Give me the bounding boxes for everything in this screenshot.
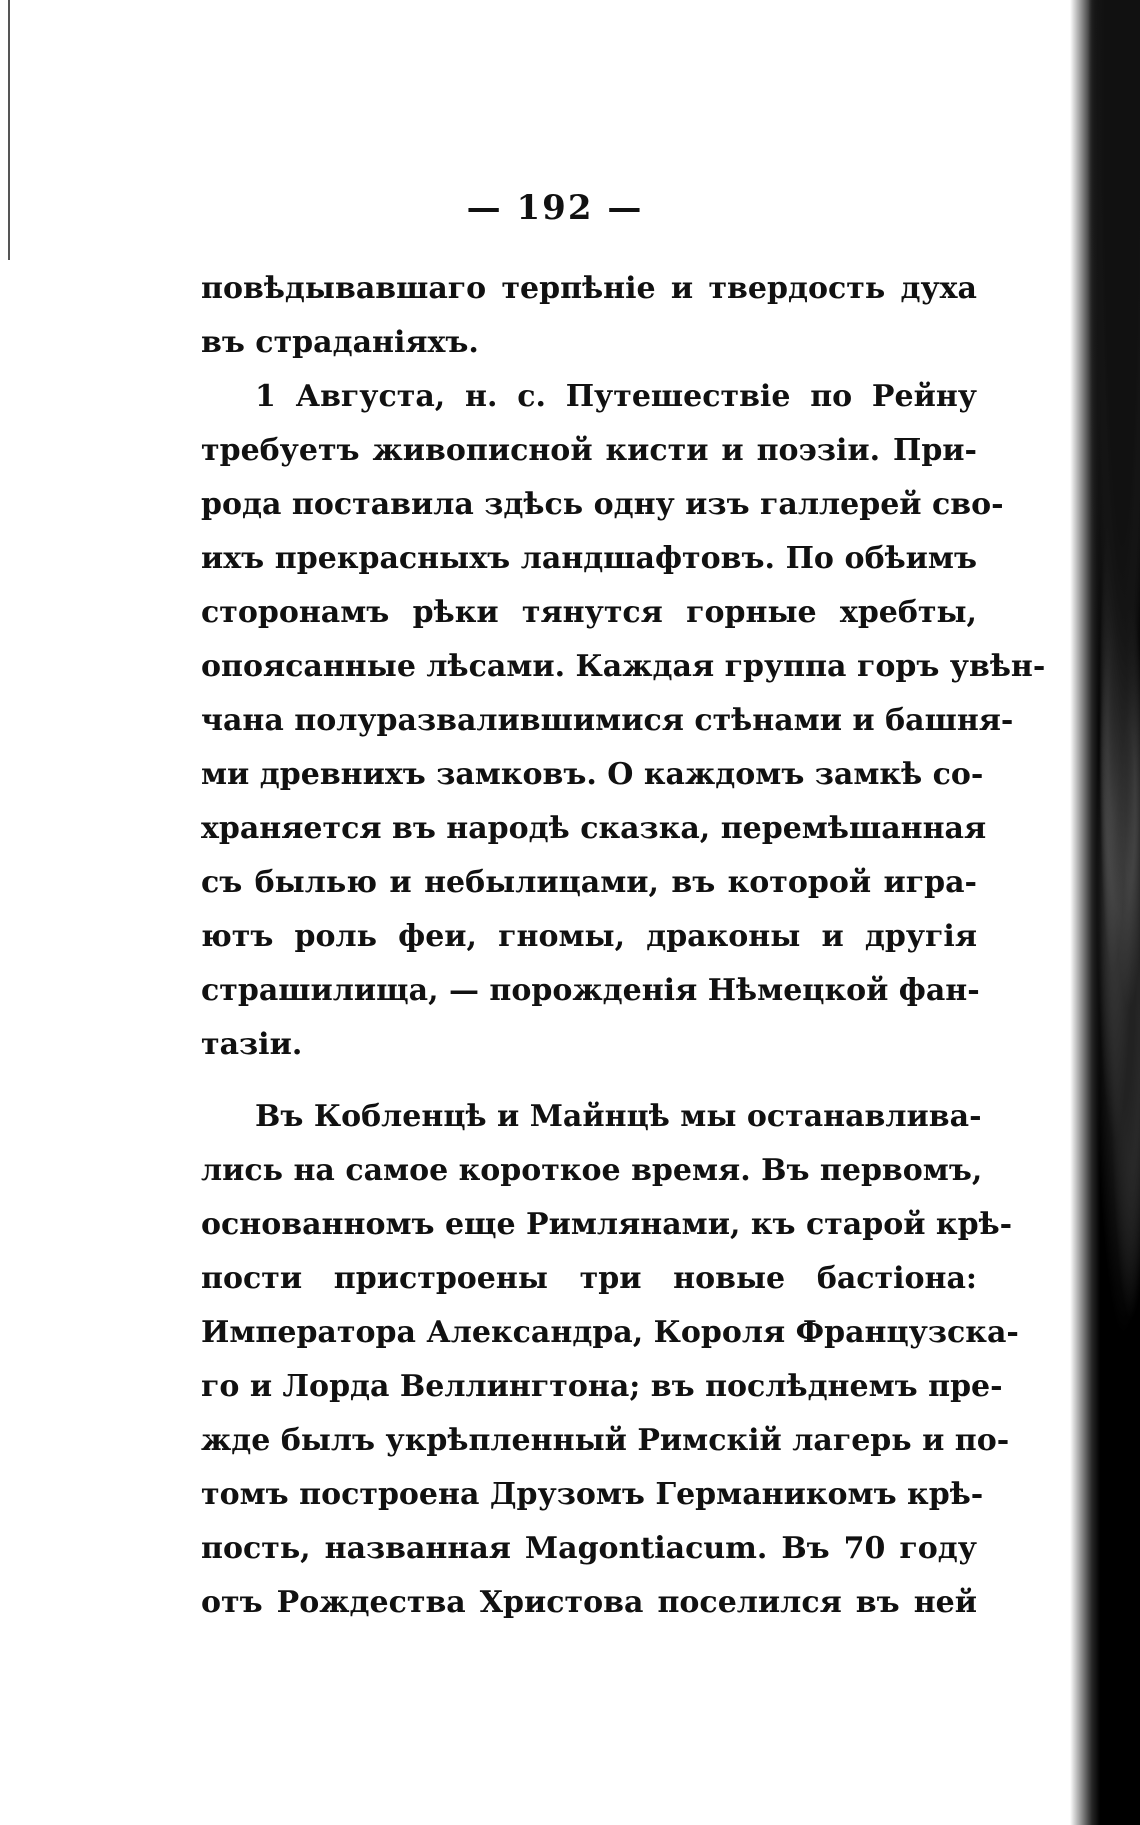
text-line: въ страданіяхъ. <box>201 325 479 360</box>
text-line: сторонамъ рѣки тянутся горные хребты, <box>201 595 977 630</box>
text-line: повѣдывавшаго терпѣніе и твердость духа <box>201 271 977 306</box>
scan-edge-shadow <box>1050 0 1140 1825</box>
text-line: пость, названная Magontiacum. Въ 70 году <box>201 1531 977 1566</box>
text-line: го и Лорда Веллингтона; въ послѣднемъ пре- <box>201 1369 1003 1404</box>
text-line: страшилища, — порожденія Нѣмецкой фан- <box>201 973 980 1008</box>
text-line: требуетъ живописной кисти и поэзіи. При- <box>201 433 977 468</box>
text-line: отъ Рождества Христова поселился въ ней <box>201 1585 977 1620</box>
text-line: лись на самое короткое время. Въ первомъ, <box>201 1153 983 1188</box>
text-line: Въ Кобленцѣ и Майнцѣ мы останавлива- <box>255 1099 982 1134</box>
text-line: 1 Августа, н. с. Путешествіе по Рейну <box>255 379 977 414</box>
text-line: чана полуразвалившимися стѣнами и башня- <box>201 703 1014 738</box>
page-number-text: — 192 — <box>466 188 644 228</box>
text-line: тазіи. <box>201 1027 303 1062</box>
text-line: томъ построена Друзомъ Германикомъ крѣ- <box>201 1477 984 1512</box>
text-line: жде былъ укрѣпленный Римскій лагерь и по- <box>201 1423 1010 1458</box>
text-line: ми древнихъ замковъ. О каждомъ замкѣ со- <box>201 757 984 792</box>
text-line: опоясанные лѣсами. Каждая группа горъ увѣн- <box>201 649 1046 684</box>
text-line: рода поставила здѣсь одну изъ галлерей сво- <box>201 487 1004 522</box>
text-line: съ былью и небылицами, въ которой игра- <box>201 865 977 900</box>
page-number <box>0 188 1140 228</box>
text-line: основанномъ еще Римлянами, къ старой крѣ- <box>201 1207 1013 1242</box>
body-text <box>201 262 1046 1630</box>
text-line: пости пристроены три новые бастіона: <box>201 1261 977 1296</box>
text-line: Императора Александра, Короля Французска- <box>201 1315 1019 1350</box>
text-line: ихъ прекрасныхъ ландшафтовъ. По обѣимъ <box>201 541 977 576</box>
text-line: ютъ роль феи, гномы, драконы и другія <box>201 919 977 954</box>
text-line: храняется въ народѣ сказка, перемѣшанная <box>201 811 987 846</box>
